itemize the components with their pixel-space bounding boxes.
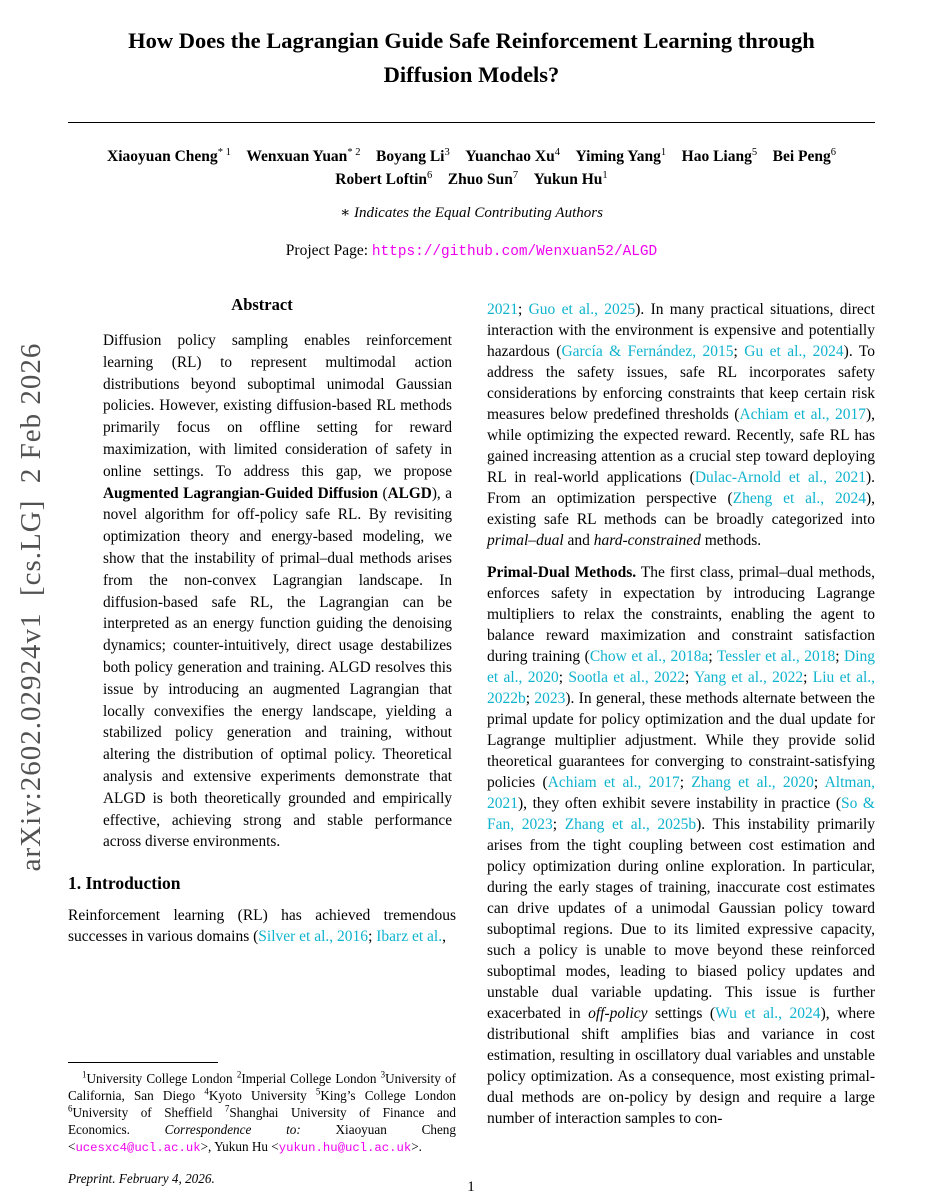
- affiliations-footnote: $^1$University College London $^2$Imperial College London $^3$University of California, San Diego $^4$Kyoto University $^5$King’s College London $^6$University of Sheffield $^7$Shanghai University of Finance and Economics. Correspondence to: Xiaoyuan Cheng <ucesxc4@ucl.ac.uk>, Yukun Hu <yukun.hu@ucl.ac.uk>.: [68, 1069, 457, 1155]
- citation-link[interactable]: García & Fernández, 2015: [561, 343, 734, 360]
- citation-link[interactable]: Wu et al., 2024: [715, 1005, 821, 1022]
- italic-text: off-policy: [588, 1005, 648, 1022]
- bold-text: Augmented Lagrangian-Guided Diffusion: [103, 484, 379, 502]
- paper-header: [68, 24, 875, 260]
- bold-text: Xiaoyuan Cheng: [107, 148, 218, 165]
- authors-line-2: [68, 168, 875, 191]
- bold-text: Primal-Dual Methods.: [487, 564, 637, 581]
- project-page-line: [68, 242, 875, 260]
- section-heading-introduction: 1. Introduction: [68, 873, 181, 894]
- citation-link[interactable]: Liu et al., 2022b: [487, 669, 876, 707]
- superscript: 6: [68, 1103, 73, 1114]
- superscript: 1: [660, 146, 667, 158]
- paper-title: [68, 24, 875, 92]
- superscript: 3: [380, 1069, 386, 1080]
- italic-text: primal–dual: [487, 532, 564, 549]
- superscript: 1: [602, 169, 608, 181]
- superscript: * 1: [217, 146, 231, 158]
- right-column: [487, 299, 875, 1129]
- citation-link[interactable]: Ding et al., 2020: [487, 648, 876, 686]
- superscript: 2: [236, 1069, 242, 1080]
- paper-title-line-2: Diffusion Models?: [383, 62, 560, 87]
- superscript: 5: [315, 1086, 321, 1097]
- right-paragraph-1: 2021; Guo et al., 2025). In many practical situations, direct interaction with the environment is expensive and potentially hazardous (García & Fernández, 2015; Gu et al., 2024). To address the safety issues, safe RL incorporates safety considerations by enforcing constraints that keep certain risk measures below predefined thresholds (Achiam et al., 2017), while optimizing the expected reward. Recently, safe RL has gained increasing attention as a crucial step toward deploying RL in real-world applications (Dulac-Arnold et al., 2021). From an optimization perspective (Zheng et al., 2024), existing safe RL methods can be broadly categorized into primal–dual and hard-constrained methods.: [487, 301, 875, 549]
- citation-link[interactable]: Dulac-Arnold et al., 2021: [694, 469, 866, 486]
- bold-text: Bei Peng: [772, 148, 831, 165]
- email-link[interactable]: yukun.hu@ucl.ac.uk: [278, 1141, 412, 1155]
- citation-link[interactable]: Achiam et al., 2017: [547, 774, 680, 791]
- bold-text: Yuanchao Xu: [465, 148, 555, 165]
- bold-text: Wenxuan Yuan: [246, 148, 348, 165]
- abstract-text: Diffusion policy sampling enables reinforcement learning (RL) to represent multimodal action distributions beyond suboptimal unimodal Gaussian policies. However, existing diffusion-based RL methods primarily focus on offline setting for reward maximization, with limited consideration of safety in online settings. To address this gap, we propose Augmented Lagrangian-Guided Diffusion (ALGD), a novel algorithm for off-policy safe RL. By revisiting optimization theory and energy-based modeling, we show that the instability of primal–dual methods arises from the non-convex Lagrangian landscape. In diffusion-based safe RL, the Lagrangian can be interpreted as an energy function guiding the denoising dynamics; counter-intuitively, direct usage destabilizes both policy generation and training. ALGD resolves this issue by introducing an augmented Lagrangian that locally convexifies the energy landscape, yielding a stabilized policy generation and training, without altering the distribution of optimal policy. Theoretical analysis and extensive experiments demonstrate that ALGD is both theoretically grounded and empirically effective, achieving strong and stable performance across diverse environments.: [103, 332, 453, 851]
- citation-link[interactable]: Zhang et al., 2020: [691, 774, 814, 791]
- citation-link[interactable]: Tessler et al., 2018: [716, 648, 836, 665]
- equal-contribution-note: ∗ Indicates the Equal Contributing Authors: [340, 205, 603, 221]
- bold-text: Zhuo Sun: [447, 171, 513, 188]
- abstract-heading: Abstract: [231, 295, 293, 314]
- citation-link[interactable]: Chow et al., 2018a: [589, 648, 709, 665]
- citation-link[interactable]: Guo et al., 2025: [528, 301, 636, 318]
- footnote-rule: [68, 1062, 218, 1063]
- bold-text: ALGD: [387, 484, 432, 502]
- citation-link[interactable]: So & Fan, 2023: [487, 795, 875, 833]
- superscript: 7: [512, 169, 519, 181]
- citation-link[interactable]: 2023: [534, 690, 566, 707]
- citation-link[interactable]: Yang et al., 2022: [694, 669, 804, 686]
- bold-text: Yiming Yang: [575, 148, 661, 165]
- author-list: [68, 145, 875, 191]
- page-number: 1: [467, 1179, 475, 1195]
- citation-link[interactable]: Zhang et al., 2025b: [564, 816, 697, 833]
- citation-link[interactable]: Ibarz et al.: [376, 928, 443, 946]
- bold-text: Robert Loftin: [335, 171, 427, 188]
- citation-link[interactable]: Altman, 2021: [487, 774, 875, 812]
- superscript: 3: [444, 146, 450, 158]
- project-page-link[interactable]: https://github.com/Wenxuan52/ALGD: [371, 244, 658, 260]
- italic-text: hard-constrained: [593, 532, 701, 549]
- superscript: 5: [751, 146, 758, 158]
- project-page-label: Project Page:: [285, 242, 372, 259]
- title-rule: [68, 122, 875, 123]
- citation-link[interactable]: Gu et al., 2024: [744, 343, 844, 360]
- superscript: * 2: [347, 146, 361, 158]
- bold-text: Hao Liang: [681, 148, 752, 165]
- superscript: 1: [82, 1069, 87, 1080]
- email-link[interactable]: ucesxc4@ucl.ac.uk: [75, 1141, 201, 1155]
- superscript: 6: [427, 169, 433, 181]
- arxiv-watermark: arXiv:2602.02924v1 [cs.LG] 2 Feb 2026: [15, 342, 47, 872]
- citation-link[interactable]: 2021: [487, 301, 518, 318]
- citation-link[interactable]: Zheng et al., 2024: [732, 490, 866, 507]
- preprint-note: Preprint. February 4, 2026.: [68, 1171, 215, 1186]
- superscript: 7: [224, 1103, 230, 1114]
- intro-paragraph: Reinforcement learning (RL) has achieved tremendous successes in various domains (Silver et al., 2016; Ibarz et al.,: [68, 907, 456, 946]
- superscript: 6: [830, 146, 836, 158]
- authors-line-1: [68, 145, 875, 168]
- italic-text: Correspondence to:: [164, 1122, 301, 1137]
- superscript: 4: [554, 146, 560, 158]
- citation-link[interactable]: Achiam et al., 2017: [739, 406, 866, 423]
- citation-link[interactable]: Silver et al., 2016: [258, 928, 369, 946]
- left-column: [68, 295, 456, 1187]
- right-paragraph-2: Primal-Dual Methods. The first class, primal–dual methods, enforces safety in expectation by introducing Lagrange multipliers to relax the constraints, enabling the agent to balance reward maximization and constraint satisfaction during training (Chow et al., 2018a; Tessler et al., 2018; Ding et al., 2020; Sootla et al., 2022; Yang et al., 2022; Liu et al., 2022b; 2023). In general, these methods alternate between the primal update for policy optimization and the dual update for Lagrange multiplier adjustment. While they provide solid theoretical guarantees for converging to constraint-satisfying policies (Achiam et al., 2017; Zhang et al., 2020; Altman, 2021), they often exhibit severe instability in practice (So & Fan, 2023; Zhang et al., 2025b). This instability primarily arises from the tight coupling between cost estimation and policy optimization during online exploration. In particular, during the early stages of training, inaccurate cost estimates can drive updates of a unimodal Gaussian policy toward suboptimal regions. Due to its limited expressive capacity, such a policy is unable to move beyond these reinforced suboptimal modes, leading to biased policy updates and unstable dual variable updating. This issue is further exacerbated in off-policy settings (Wu et al., 2024), where distributional shift amplifies bias and variance in cost estimation, resulting in oscillatory dual variables and unstable policy optimization. As a consequence, most existing primal-dual methods are on-policy by design and require a large number of interaction samples to con-: [487, 564, 876, 1127]
- citation-link[interactable]: Sootla et al., 2022: [568, 669, 686, 686]
- bold-text: Yukun Hu: [533, 171, 603, 188]
- superscript: 4: [204, 1086, 209, 1097]
- bold-text: Boyang Li: [375, 148, 445, 165]
- footnote-block: [68, 1062, 456, 1187]
- paper-title-line-1: How Does the Lagrangian Guide Safe Reinforcement Learning through: [128, 28, 815, 53]
